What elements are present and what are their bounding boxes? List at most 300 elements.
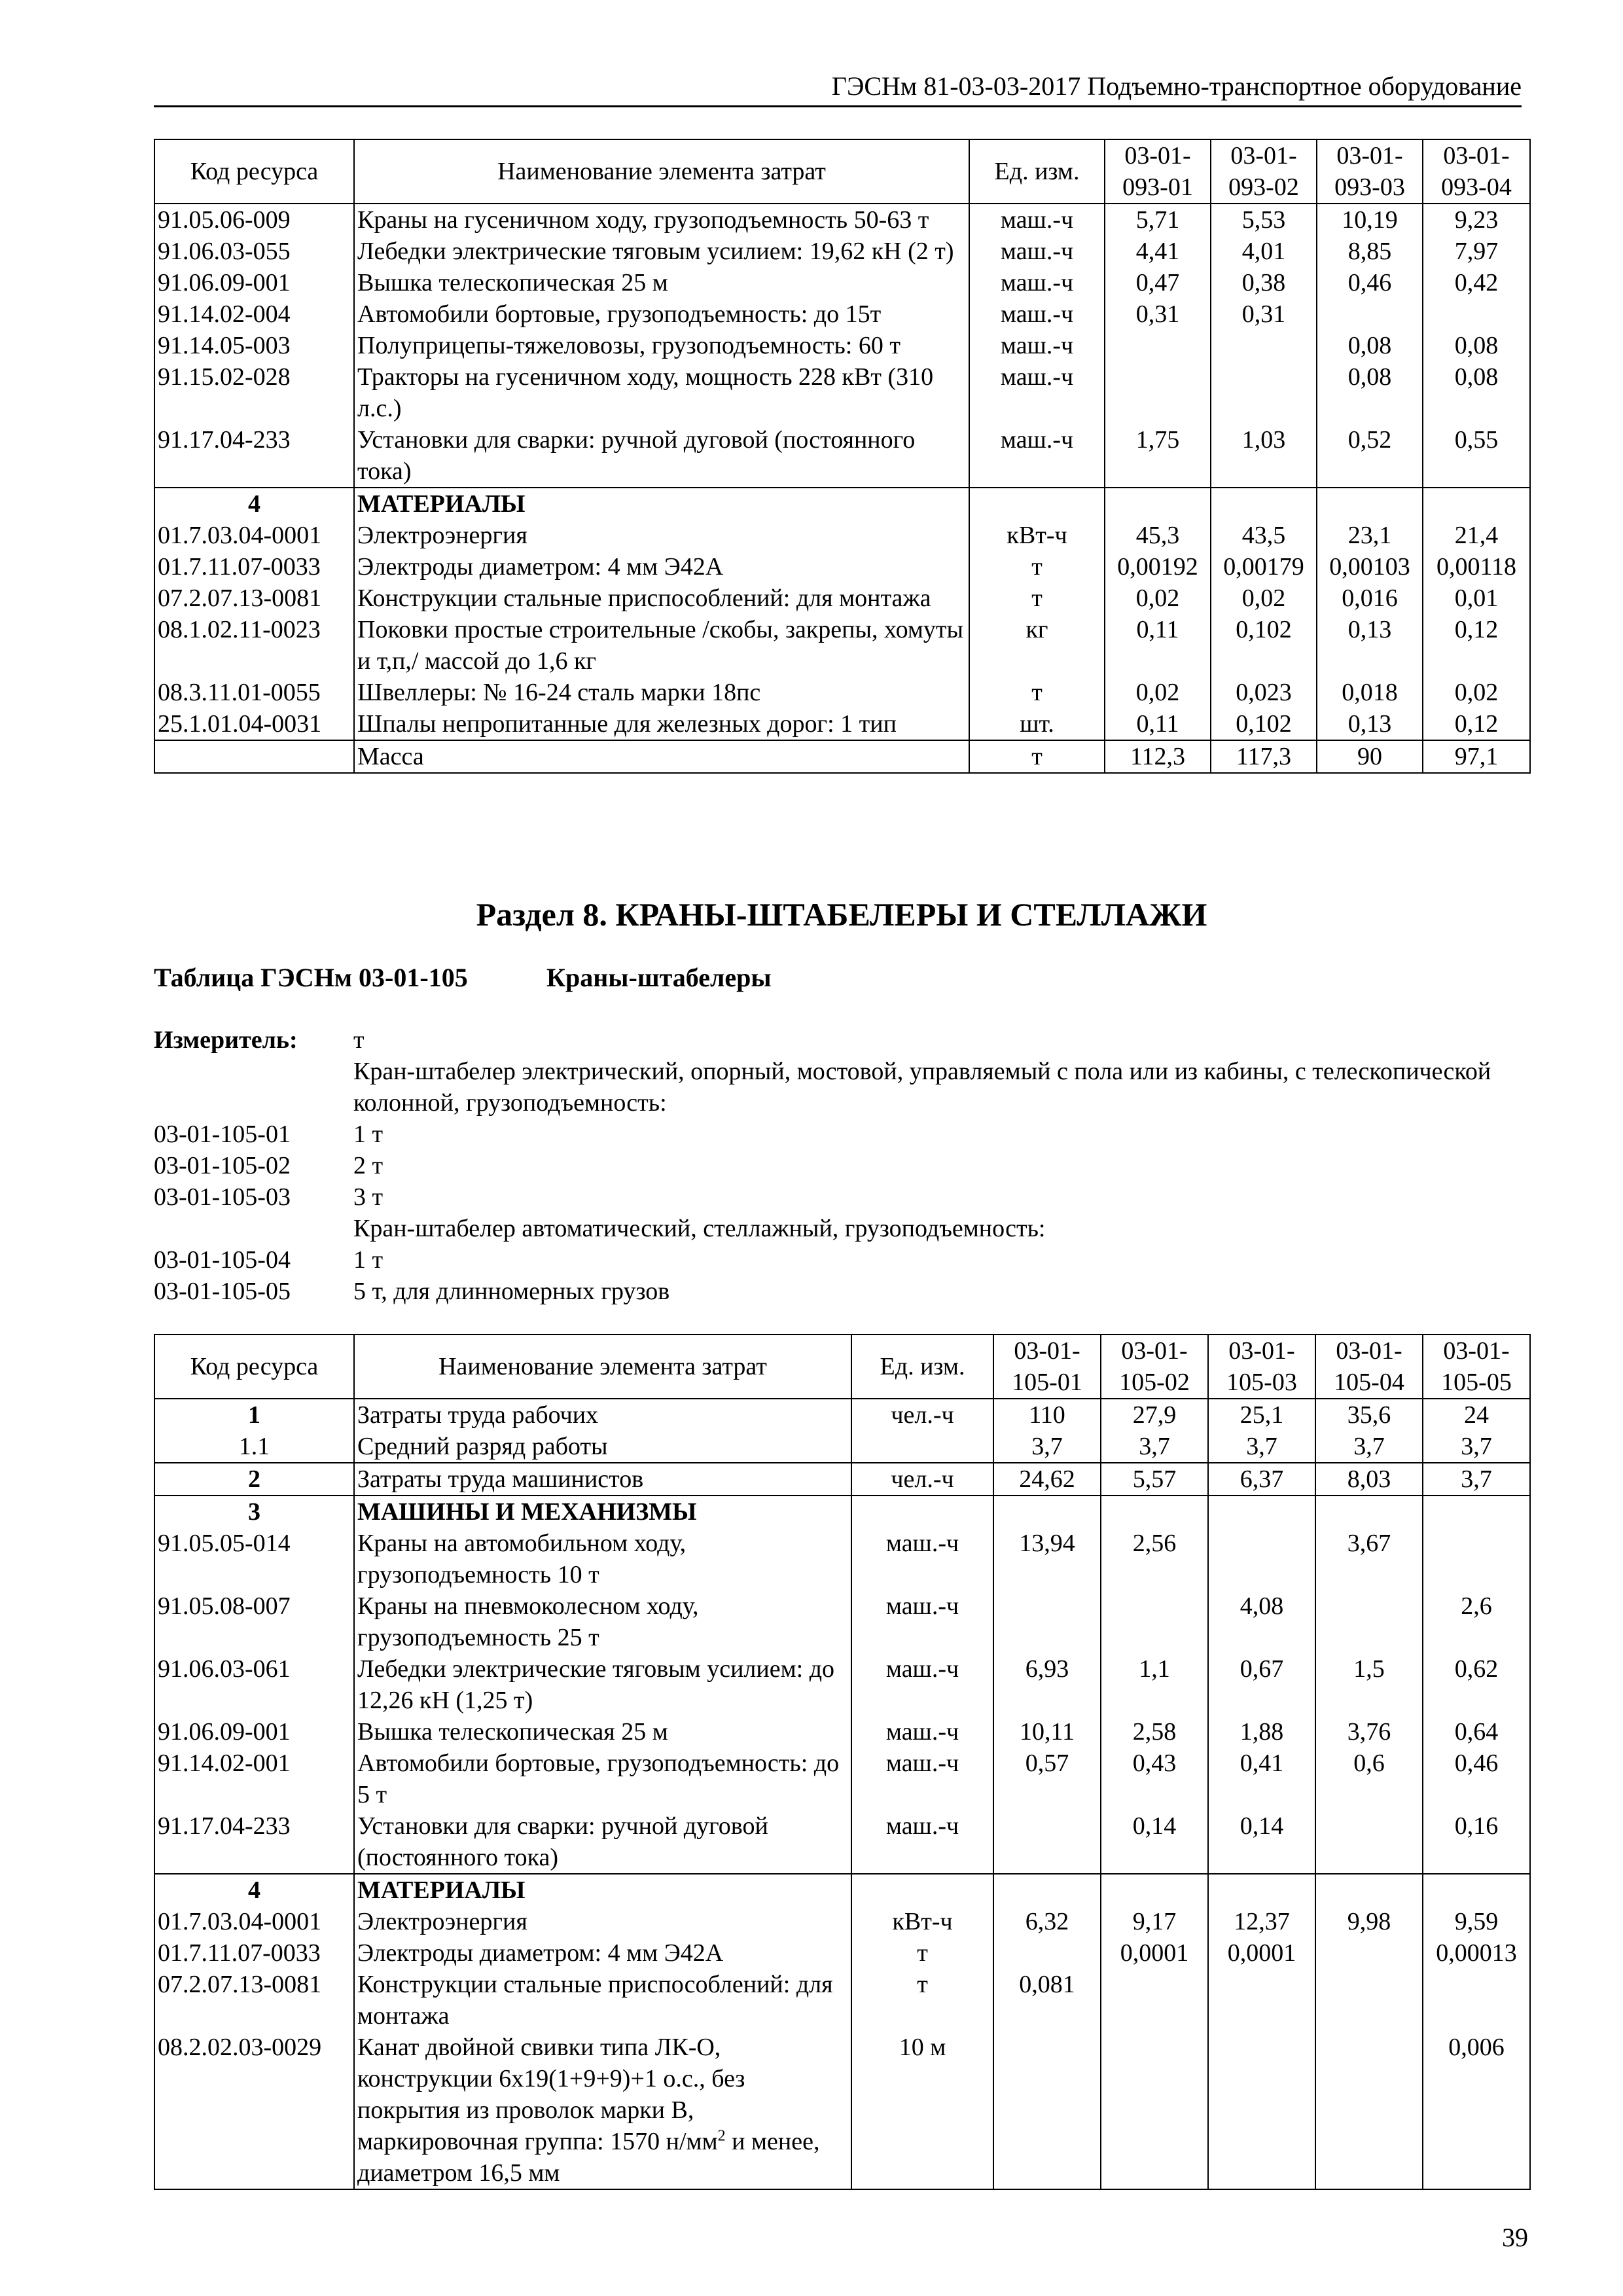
value-cell: 0,52 bbox=[1317, 424, 1423, 488]
value-cell: 0,00103 bbox=[1317, 551, 1423, 583]
value-cell: 9,98 bbox=[1315, 1906, 1423, 1937]
unit: маш.-ч bbox=[851, 1528, 993, 1590]
measure-item-code: 03-01-105-03 bbox=[154, 1183, 291, 1211]
resource-name bbox=[354, 614, 969, 677]
resource-name-text: Средний разряд работы bbox=[357, 1433, 608, 1460]
unit: маш.-ч bbox=[969, 330, 1105, 361]
resource-name bbox=[354, 551, 969, 583]
column-header: 03-01-105-04 bbox=[1315, 1335, 1423, 1399]
value-cell bbox=[1208, 1969, 1315, 2032]
table-header-row bbox=[154, 1335, 1530, 1399]
value-cell bbox=[1423, 488, 1530, 520]
table-row bbox=[154, 708, 1530, 740]
resource-name-text: Электроды диаметром: 4 мм Э42А bbox=[357, 553, 724, 581]
resource-name-text: Тракторы на гусеничном ходу, мощность 228 кВт (310 л.с.) bbox=[357, 363, 934, 422]
unit bbox=[851, 1431, 993, 1463]
resource-name-text: Шпалы непропитанные для железных дорог: 1 тип bbox=[357, 710, 897, 738]
value-cell: 0,081 bbox=[993, 1969, 1101, 2032]
value-cell: 2,56 bbox=[1101, 1528, 1208, 1590]
resource-code: 91.05.08-007 bbox=[154, 1590, 354, 1653]
unit: кг bbox=[969, 614, 1105, 677]
measure-unit: т bbox=[353, 1026, 365, 1054]
value-cell: 1,5 bbox=[1315, 1653, 1423, 1716]
resource-name bbox=[354, 1748, 851, 1810]
resource-code: 1.1 bbox=[154, 1431, 354, 1463]
value-cell: 9,23 bbox=[1423, 204, 1530, 236]
resource-name-text: Автомобили бортовые, грузоподъемность: до 5 т bbox=[357, 1749, 840, 1808]
value-cell: 0,08 bbox=[1423, 361, 1530, 424]
value-cell bbox=[1101, 2032, 1208, 2189]
table-row bbox=[154, 204, 1530, 236]
value-cell: 0,57 bbox=[993, 1748, 1101, 1810]
resource-code: 91.14.02-001 bbox=[154, 1748, 354, 1810]
value-cell: 8,03 bbox=[1315, 1463, 1423, 1496]
table-row bbox=[154, 1496, 1530, 1528]
value-cell: 6,32 bbox=[993, 1906, 1101, 1937]
resource-name-text: Затраты труда машинистов bbox=[357, 1465, 644, 1493]
measure-item-text: 5 т, для длинномерных грузов bbox=[353, 1278, 670, 1305]
value-cell: 6,37 bbox=[1208, 1463, 1315, 1496]
resource-name bbox=[354, 361, 969, 424]
measure-item bbox=[154, 1276, 1529, 1307]
page-number: 39 bbox=[1502, 2223, 1528, 2252]
table-row bbox=[154, 1528, 1530, 1590]
value-cell: 0,13 bbox=[1317, 708, 1423, 740]
value-cell: 8,85 bbox=[1317, 236, 1423, 267]
value-cell bbox=[1317, 488, 1423, 520]
column-header: Код ресурса bbox=[154, 139, 354, 204]
table-row bbox=[154, 1463, 1530, 1496]
value-cell bbox=[1208, 2032, 1315, 2189]
resource-name bbox=[354, 1969, 851, 2032]
resource-code: 91.15.02-028 bbox=[154, 361, 354, 424]
resource-code: 01.7.11.07-0033 bbox=[154, 551, 354, 583]
resource-name bbox=[354, 1906, 851, 1937]
value-cell: 0,67 bbox=[1208, 1653, 1315, 1716]
value-cell bbox=[1101, 1969, 1208, 2032]
resource-name bbox=[354, 236, 969, 267]
resource-name-text: Краны на автомобильном ходу, грузоподъемность 10 т bbox=[357, 1530, 687, 1588]
value-cell: 0,47 bbox=[1105, 267, 1211, 298]
value-cell bbox=[1101, 1590, 1208, 1653]
value-cell: 1,88 bbox=[1208, 1716, 1315, 1748]
table-row bbox=[154, 424, 1530, 488]
value-cell: 4,08 bbox=[1208, 1590, 1315, 1653]
resource-name bbox=[354, 298, 969, 330]
value-cell: 3,7 bbox=[1208, 1431, 1315, 1463]
value-cell: 0,6 bbox=[1315, 1748, 1423, 1810]
unit bbox=[851, 1496, 993, 1528]
resource-name bbox=[354, 1463, 851, 1496]
table-row bbox=[154, 551, 1530, 583]
column-header: Код ресурса bbox=[154, 1335, 354, 1399]
unit: маш.-ч bbox=[969, 267, 1105, 298]
table-row bbox=[154, 740, 1530, 773]
value-cell: 1,1 bbox=[1101, 1653, 1208, 1716]
value-cell: 0,00192 bbox=[1105, 551, 1211, 583]
value-cell bbox=[993, 1496, 1101, 1528]
value-cell: 3,7 bbox=[1315, 1431, 1423, 1463]
table-row bbox=[154, 1716, 1530, 1748]
value-cell bbox=[993, 1810, 1101, 1874]
value-cell: 0,31 bbox=[1211, 298, 1317, 330]
unit: чел.-ч bbox=[851, 1463, 993, 1496]
resource-code bbox=[154, 740, 354, 773]
resource-table-093 bbox=[154, 139, 1531, 774]
table-row bbox=[154, 1748, 1530, 1810]
value-cell: 0,64 bbox=[1423, 1716, 1530, 1748]
value-cell: 12,37 bbox=[1208, 1906, 1315, 1937]
value-cell bbox=[1208, 1496, 1315, 1528]
value-cell: 2,58 bbox=[1101, 1716, 1208, 1748]
value-cell bbox=[1423, 298, 1530, 330]
resource-name bbox=[354, 267, 969, 298]
resource-code: 91.06.09-001 bbox=[154, 1716, 354, 1748]
value-cell: 0,11 bbox=[1105, 708, 1211, 740]
value-cell: 2,6 bbox=[1423, 1590, 1530, 1653]
value-cell: 0,0001 bbox=[1101, 1937, 1208, 1969]
value-cell: 0,55 bbox=[1423, 424, 1530, 488]
measure-item-text: 2 т bbox=[353, 1152, 383, 1179]
value-cell: 21,4 bbox=[1423, 520, 1530, 551]
value-cell bbox=[1105, 361, 1211, 424]
table-row bbox=[154, 488, 1530, 520]
value-cell bbox=[1211, 361, 1317, 424]
measure-item bbox=[154, 1119, 1529, 1150]
resource-name-text: Масса bbox=[357, 743, 424, 770]
unit: маш.-ч bbox=[851, 1590, 993, 1653]
value-cell: 0,14 bbox=[1208, 1810, 1315, 1874]
value-cell: 13,94 bbox=[993, 1528, 1101, 1590]
resource-name bbox=[354, 330, 969, 361]
value-cell: 4,01 bbox=[1211, 236, 1317, 267]
value-cell bbox=[1315, 1496, 1423, 1528]
resource-code: 25.1.01.04-0031 bbox=[154, 708, 354, 740]
resource-name bbox=[354, 1399, 851, 1431]
value-cell: 0,02 bbox=[1105, 677, 1211, 708]
value-cell: 0,08 bbox=[1317, 330, 1423, 361]
resource-name bbox=[354, 1810, 851, 1874]
measure-item-text: 1 т bbox=[353, 1121, 383, 1148]
unit: т bbox=[851, 1969, 993, 2032]
unit: т bbox=[969, 740, 1105, 773]
value-cell: 0,46 bbox=[1317, 267, 1423, 298]
resource-code: 91.06.09-001 bbox=[154, 267, 354, 298]
table-row bbox=[154, 1810, 1530, 1874]
unit: чел.-ч bbox=[851, 1399, 993, 1431]
resource-name-text: Электроды диаметром: 4 мм Э42А bbox=[357, 1939, 724, 1967]
table-row bbox=[154, 614, 1530, 677]
resource-name-text: Установки для сварки: ручной дуговой (постоянного тока) bbox=[357, 426, 916, 485]
value-cell: 23,1 bbox=[1317, 520, 1423, 551]
value-cell: 0,16 bbox=[1423, 1810, 1530, 1874]
value-cell: 0,08 bbox=[1423, 330, 1530, 361]
value-cell bbox=[1101, 1874, 1208, 1906]
measure-item bbox=[154, 1150, 1529, 1181]
resource-code: 07.2.07.13-0081 bbox=[154, 1969, 354, 2032]
table-row bbox=[154, 2032, 1530, 2189]
value-cell bbox=[1423, 1528, 1530, 1590]
value-cell bbox=[1211, 488, 1317, 520]
resource-code: 01.7.03.04-0001 bbox=[154, 520, 354, 551]
table-row bbox=[154, 1969, 1530, 2032]
table-row bbox=[154, 1906, 1530, 1937]
unit: маш.-ч bbox=[851, 1748, 993, 1810]
measure-label: Измеритель: bbox=[154, 1026, 298, 1054]
resource-name bbox=[354, 520, 969, 551]
value-cell bbox=[1315, 1874, 1423, 1906]
value-cell: 0,016 bbox=[1317, 583, 1423, 614]
resource-name bbox=[354, 424, 969, 488]
table-row bbox=[154, 361, 1530, 424]
table-row bbox=[154, 1431, 1530, 1463]
value-cell: 25,1 bbox=[1208, 1399, 1315, 1431]
resource-name-text: МАТЕРИАЛЫ bbox=[357, 490, 526, 518]
column-header: 03-01-105-03 bbox=[1208, 1335, 1315, 1399]
value-cell: 5,71 bbox=[1105, 204, 1211, 236]
unit: маш.-ч bbox=[969, 424, 1105, 488]
table-row bbox=[154, 298, 1530, 330]
measure-item bbox=[154, 1244, 1529, 1276]
value-cell: 0,14 bbox=[1101, 1810, 1208, 1874]
value-cell: 0,41 bbox=[1208, 1748, 1315, 1810]
value-cell: 90 bbox=[1317, 740, 1423, 773]
value-cell: 3,7 bbox=[993, 1431, 1101, 1463]
resource-code: 91.14.02-004 bbox=[154, 298, 354, 330]
value-cell: 0,02 bbox=[1211, 583, 1317, 614]
measure-group-2: Кран-штабелер автоматический, стеллажный, грузоподъемность: bbox=[353, 1215, 1046, 1242]
resource-name-text: Краны на пневмоколесном ходу, грузоподъемность 25 т bbox=[357, 1592, 699, 1651]
resource-name bbox=[354, 1528, 851, 1590]
unit: т bbox=[969, 551, 1105, 583]
column-header: Наименование элемента затрат bbox=[354, 139, 969, 204]
resource-name bbox=[354, 708, 969, 740]
unit: маш.-ч bbox=[969, 361, 1105, 424]
value-cell: 27,9 bbox=[1101, 1399, 1208, 1431]
resource-code: 01.7.11.07-0033 bbox=[154, 1937, 354, 1969]
measure-item-text: 3 т bbox=[353, 1183, 383, 1211]
measure-block bbox=[154, 1024, 1529, 1307]
column-header: 03-01-093-01 bbox=[1105, 139, 1211, 204]
value-cell: 0,38 bbox=[1211, 267, 1317, 298]
value-cell: 9,17 bbox=[1101, 1906, 1208, 1937]
value-cell: 0,43 bbox=[1101, 1748, 1208, 1810]
section-title: Раздел 8. КРАНЫ-ШТАБЕЛЕРЫ И СТЕЛЛАЖИ bbox=[476, 896, 1207, 933]
unit bbox=[969, 488, 1105, 520]
resource-name-text: Электроэнергия bbox=[357, 1908, 527, 1935]
unit: маш.-ч bbox=[851, 1716, 993, 1748]
table-row bbox=[154, 1590, 1530, 1653]
resource-code: 91.17.04-233 bbox=[154, 424, 354, 488]
resource-name bbox=[354, 2032, 851, 2189]
resource-name bbox=[354, 488, 969, 520]
unit: маш.-ч bbox=[851, 1653, 993, 1716]
value-cell: 24 bbox=[1423, 1399, 1530, 1431]
value-cell bbox=[993, 2032, 1101, 2189]
resource-name bbox=[354, 204, 969, 236]
value-cell: 24,62 bbox=[993, 1463, 1101, 1496]
unit: маш.-ч bbox=[851, 1810, 993, 1874]
table-row bbox=[154, 1937, 1530, 1969]
resource-code: 4 bbox=[154, 1874, 354, 1906]
superscript: 2 bbox=[717, 2127, 726, 2145]
unit: т bbox=[969, 677, 1105, 708]
value-cell: 9,59 bbox=[1423, 1906, 1530, 1937]
value-cell: 0,46 bbox=[1423, 1748, 1530, 1810]
value-cell: 112,3 bbox=[1105, 740, 1211, 773]
resource-name bbox=[354, 1496, 851, 1528]
resource-code: 07.2.07.13-0081 bbox=[154, 583, 354, 614]
resource-name bbox=[354, 1874, 851, 1906]
resource-code: 91.05.06-009 bbox=[154, 204, 354, 236]
value-cell bbox=[1317, 298, 1423, 330]
column-header: Ед. изм. bbox=[969, 139, 1105, 204]
value-cell bbox=[1105, 330, 1211, 361]
unit: 10 м bbox=[851, 2032, 993, 2189]
value-cell: 3,7 bbox=[1101, 1431, 1208, 1463]
resource-name-text: Конструкции стальные приспособлений: для монтажа bbox=[357, 1971, 833, 2030]
table-row bbox=[154, 330, 1530, 361]
value-cell: 0,11 bbox=[1105, 614, 1211, 677]
column-header: 03-01-093-04 bbox=[1423, 139, 1530, 204]
value-cell: 1,75 bbox=[1105, 424, 1211, 488]
resource-code: 2 bbox=[154, 1463, 354, 1496]
value-cell: 0,0001 bbox=[1208, 1937, 1315, 1969]
resource-name bbox=[354, 1716, 851, 1748]
table-row bbox=[154, 1653, 1530, 1716]
value-cell: 1,03 bbox=[1211, 424, 1317, 488]
unit: т bbox=[969, 583, 1105, 614]
value-cell: 0,102 bbox=[1211, 708, 1317, 740]
resource-name-text: Затраты труда рабочих bbox=[357, 1401, 599, 1429]
value-cell: 0,00179 bbox=[1211, 551, 1317, 583]
value-cell bbox=[993, 1590, 1101, 1653]
column-header: Наименование элемента затрат bbox=[354, 1335, 851, 1399]
table-caption bbox=[154, 962, 772, 993]
value-cell bbox=[1423, 1874, 1530, 1906]
resource-name-tail: и менее, диаметром 16,5 мм bbox=[357, 2128, 820, 2187]
resource-code: 08.2.02.03-0029 bbox=[154, 2032, 354, 2189]
value-cell: 35,6 bbox=[1315, 1399, 1423, 1431]
value-cell: 0,02 bbox=[1105, 583, 1211, 614]
value-cell: 0,023 bbox=[1211, 677, 1317, 708]
unit: маш.-ч bbox=[969, 204, 1105, 236]
resource-name-text: МАШИНЫ И МЕХАНИЗМЫ bbox=[357, 1498, 697, 1526]
resource-code: 4 bbox=[154, 488, 354, 520]
resource-code: 91.06.03-055 bbox=[154, 236, 354, 267]
resource-name-text: Краны на гусеничном ходу, грузоподъемность 50-63 т bbox=[357, 206, 929, 234]
measure-group-1: Кран-штабелер электрический, опорный, мостовой, управляемый с пола или из кабины, с телескопической колонной, грузоподъемность: bbox=[353, 1058, 1491, 1117]
value-cell: 3,7 bbox=[1423, 1463, 1530, 1496]
value-cell bbox=[1105, 488, 1211, 520]
measure-item bbox=[154, 1181, 1529, 1213]
table-row bbox=[154, 677, 1530, 708]
value-cell: 0,01 bbox=[1423, 583, 1530, 614]
resource-name-text: Лебедки электрические тяговым усилием: 19,62 кН (2 т) bbox=[357, 238, 954, 265]
resource-name-text: Швеллеры: № 16-24 сталь марки 18пс bbox=[357, 679, 761, 706]
value-cell: 0,00013 bbox=[1423, 1937, 1530, 1969]
value-cell: 0,31 bbox=[1105, 298, 1211, 330]
unit: маш.-ч bbox=[969, 298, 1105, 330]
value-cell: 5,57 bbox=[1101, 1463, 1208, 1496]
value-cell bbox=[1208, 1874, 1315, 1906]
value-cell: 10,19 bbox=[1317, 204, 1423, 236]
value-cell bbox=[1315, 1810, 1423, 1874]
resource-name-text: Вышка телескопическая 25 м bbox=[357, 1718, 668, 1746]
value-cell: 4,41 bbox=[1105, 236, 1211, 267]
value-cell bbox=[1101, 1496, 1208, 1528]
value-cell: 97,1 bbox=[1423, 740, 1530, 773]
value-cell bbox=[993, 1937, 1101, 1969]
resource-name-text: Установки для сварки: ручной дуговой (постоянного тока) bbox=[357, 1812, 768, 1871]
table-row bbox=[154, 236, 1530, 267]
resource-name-text: Поковки простые строительные /скобы, закрепы, хомуты и т,п,/ массой до 1,6 кг bbox=[357, 616, 964, 675]
column-header: 03-01-105-01 bbox=[993, 1335, 1101, 1399]
resource-name-text: Лебедки электрические тяговым усилием: до 12,26 кН (1,25 т) bbox=[357, 1655, 835, 1714]
resource-name-text: Полуприцепы-тяжеловозы, грузоподъемность: 60 т bbox=[357, 332, 901, 359]
resource-name-text: Автомобили бортовые, грузоподъемность: до 15т bbox=[357, 300, 882, 328]
table-row bbox=[154, 1874, 1530, 1906]
value-cell bbox=[993, 1874, 1101, 1906]
value-cell: 0,13 bbox=[1317, 614, 1423, 677]
table-caption-title: Краны-штабелеры bbox=[546, 963, 772, 992]
value-cell: 0,62 bbox=[1423, 1653, 1530, 1716]
table-row bbox=[154, 1399, 1530, 1431]
resource-code: 91.17.04-233 bbox=[154, 1810, 354, 1874]
value-cell: 7,97 bbox=[1423, 236, 1530, 267]
resource-code: 08.3.11.01-0055 bbox=[154, 677, 354, 708]
measure-item-code: 03-01-105-02 bbox=[154, 1152, 291, 1179]
value-cell: 0,018 bbox=[1317, 677, 1423, 708]
value-cell: 3,76 bbox=[1315, 1716, 1423, 1748]
unit: т bbox=[851, 1937, 993, 1969]
resource-code: 3 bbox=[154, 1496, 354, 1528]
value-cell: 0,02 bbox=[1423, 677, 1530, 708]
resource-code: 91.06.03-061 bbox=[154, 1653, 354, 1716]
resource-name bbox=[354, 677, 969, 708]
resource-code: 91.14.05-003 bbox=[154, 330, 354, 361]
value-cell: 0,12 bbox=[1423, 614, 1530, 677]
table-row bbox=[154, 583, 1530, 614]
value-cell: 0,12 bbox=[1423, 708, 1530, 740]
measure-item-code: 03-01-105-05 bbox=[154, 1278, 291, 1305]
value-cell: 5,53 bbox=[1211, 204, 1317, 236]
resource-code: 1 bbox=[154, 1399, 354, 1431]
value-cell bbox=[1208, 1528, 1315, 1590]
value-cell: 0,006 bbox=[1423, 2032, 1530, 2189]
unit: шт. bbox=[969, 708, 1105, 740]
resource-name-text: МАТЕРИАЛЫ bbox=[357, 1876, 526, 1904]
value-cell: 110 bbox=[993, 1399, 1101, 1431]
column-header: 03-01-093-02 bbox=[1211, 139, 1317, 204]
value-cell: 10,11 bbox=[993, 1716, 1101, 1748]
value-cell: 3,7 bbox=[1423, 1431, 1530, 1463]
unit bbox=[851, 1874, 993, 1906]
value-cell bbox=[1211, 330, 1317, 361]
value-cell bbox=[1315, 1969, 1423, 2032]
value-cell: 45,3 bbox=[1105, 520, 1211, 551]
resource-table-105 bbox=[154, 1334, 1531, 2190]
value-cell: 0,00118 bbox=[1423, 551, 1530, 583]
column-header: 03-01-105-05 bbox=[1423, 1335, 1530, 1399]
resource-name-text: Канат двойной свивки типа ЛК-О, конструкции 6х19(1+9+9)+1 о.с., без покрытия из проволок марки В, маркировочная группа: 1570 н/мм bbox=[357, 2034, 745, 2155]
table-row bbox=[154, 520, 1530, 551]
resource-name bbox=[354, 1937, 851, 1969]
value-cell: 3,67 bbox=[1315, 1528, 1423, 1590]
column-header: Ед. изм. bbox=[851, 1335, 993, 1399]
value-cell: 117,3 bbox=[1211, 740, 1317, 773]
resource-code: 08.1.02.11-0023 bbox=[154, 614, 354, 677]
